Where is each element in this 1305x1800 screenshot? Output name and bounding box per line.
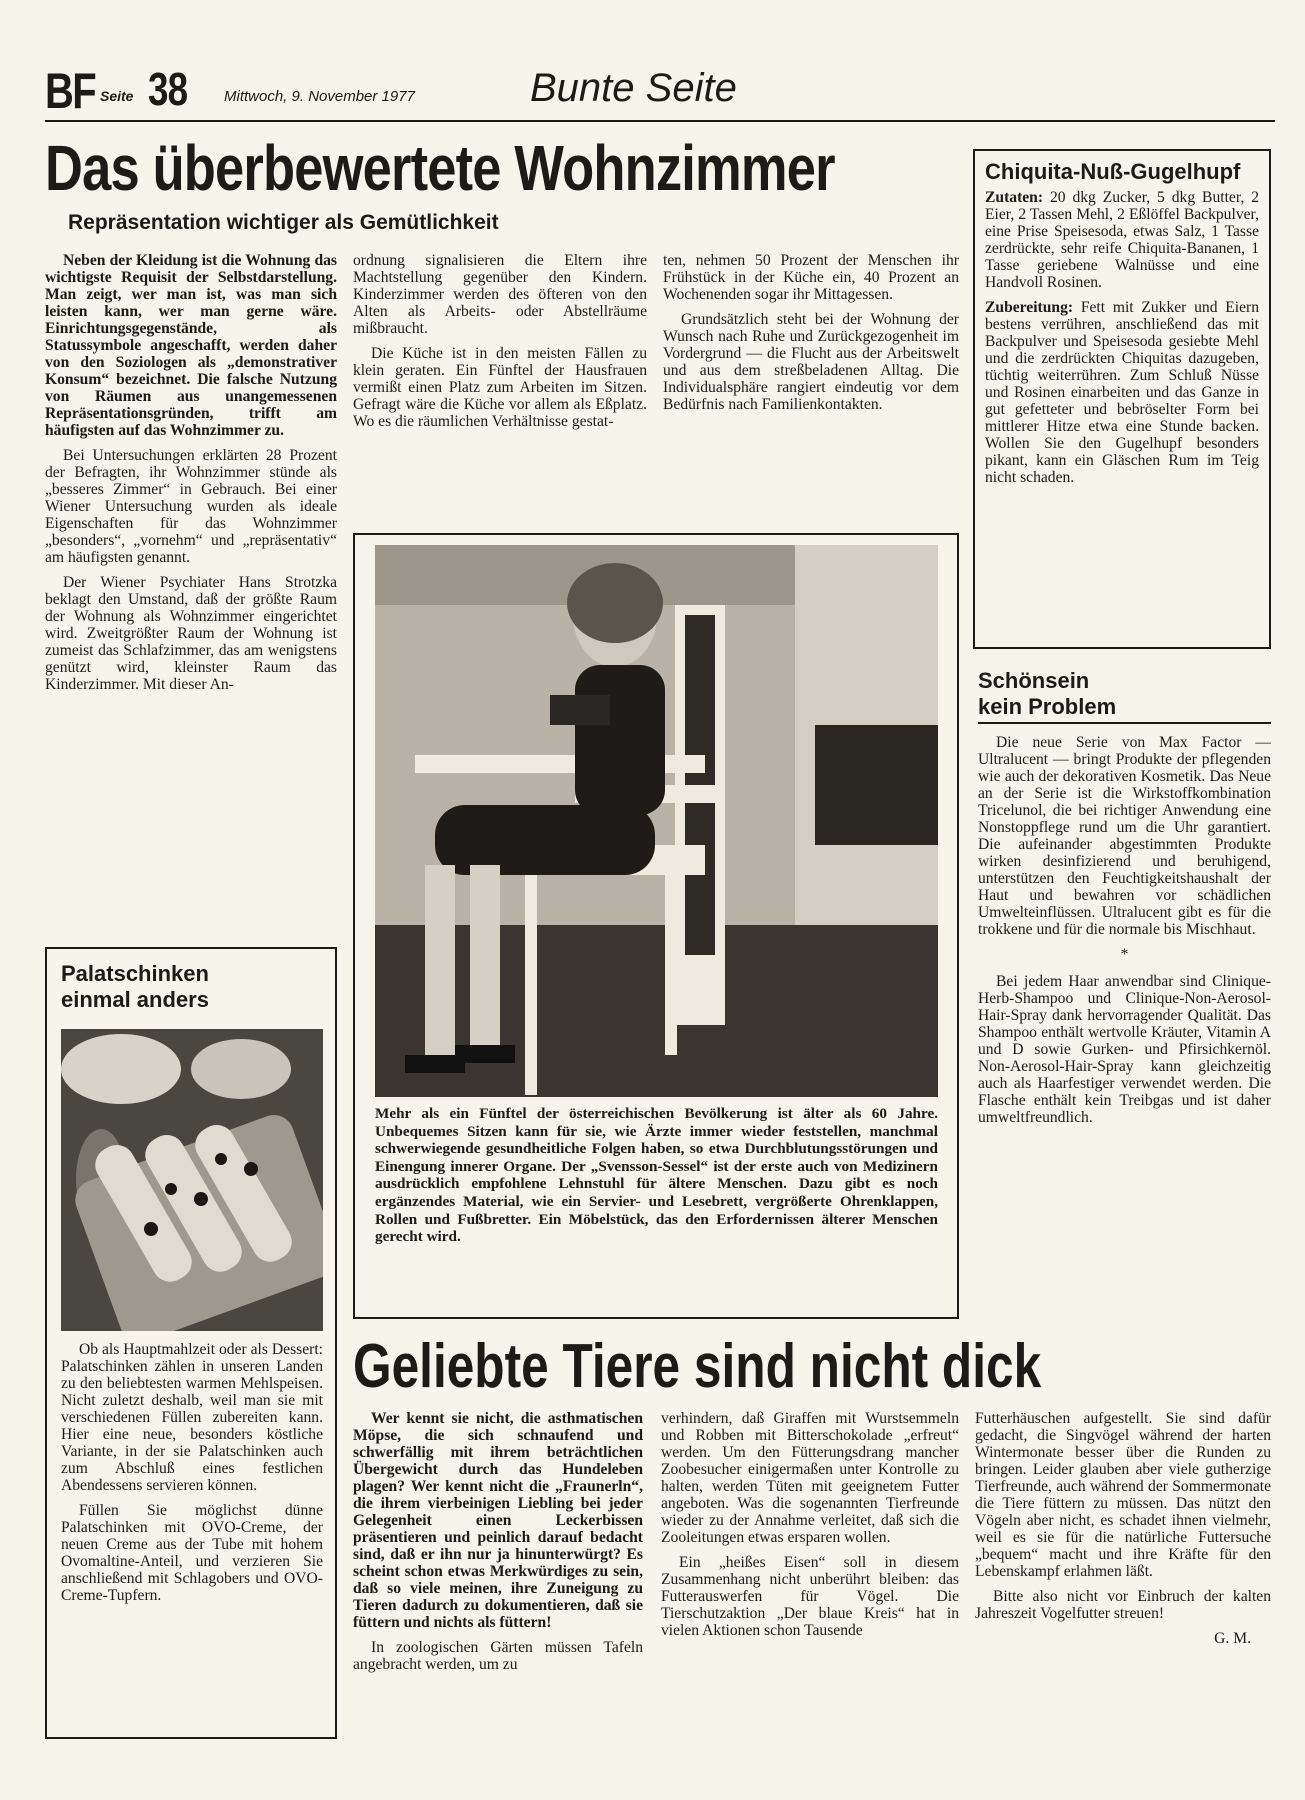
masthead-page-label: Seite (100, 88, 134, 104)
animals-headline: Geliebte Tiere sind nicht dick (353, 1332, 1042, 1401)
recipe-preparation: Fett mit Zukker und Eiern bestens verrühren, anschließend das mit Backpulver und Speisesoda gesiebte Mehl und die zerdrückten Chiquitas dazugeben, tüchtig weiterrühren. Zum Schluß Nüsse und Rosinen einarbeiten und das Ganze in gut gefetteter und bebröselter Form bei mittlerer Hitze etwa eine Stunde backen. Wollen Sie den Gugelhupf besonders pikant, kann ein Gläschen Rum im Teig nicht schaden. (985, 299, 1259, 486)
main-article-col2 (353, 252, 647, 438)
palatschinken-title (61, 961, 321, 1013)
main-article-col3 (663, 252, 959, 421)
beauty-section (978, 668, 1271, 1134)
animals-col3 (975, 1410, 1271, 1655)
palatschinken-title-line: Palatschinken (61, 961, 209, 986)
palatschinken-title-line: einmal anders (61, 987, 209, 1012)
animals-lead: Wer kennt sie nicht, die asthmatischen Möpse, die sich schnaufend und schwerfällig mit ihrem beträchtlichen Übergewicht durch das Hundeleben plagen? Wer kennt nicht die „Fraunerln“, die ihrem vierbeinigen Liebling bei jeder Gelegenheit einen Leckerbissen präsentieren und peinlich darauf bedacht sind, daß er ihn nur ja hinunterwürgt? Es scheint schon etwas Merkwürdiges zu sein, daß so viele meinen, ihre Zuneigung zu Tieren dadurch zu dokumentieren, daß sie füttern und nichts als füttern! (353, 1410, 643, 1631)
photo-palatschinken (61, 1029, 323, 1331)
palatschinken-box (45, 947, 337, 1739)
palatschinken-text (61, 1341, 323, 1612)
animals-paragraph: Ein „heißes Eisen“ soll in diesem Zusammenhang nicht unberührt bleiben: das Futterauswerfen für Vögel. Die Tierschutzaktion „Der blaue Kreis“ hat in vielen Aktionen schon Tausende (661, 1554, 959, 1639)
main-article-paragraph: Der Wiener Psychiater Hans Strotzka beklagt den Umstand, daß der größte Raum der Wohnung als Wohnzimmer eingerichtet wird. Zweitgrößter Raum der Wohnung ist zumeist das Schlafzimmer, das am wenigstens genützt wird, kleinster Raum das Kinderzimmer. Mit dieser An- (45, 574, 337, 693)
beauty-separator: * (1120, 946, 1129, 963)
animals-paragraph: verhindern, daß Giraffen mit Wurstsemmeln und Robben mit Bitterschokolade „erfreut“ werden. Um den Fütterungsdrang mancher Zoobesucher einigermaßen unter Kontrolle zu halten, werden Tüten mit geeignetem Futter angeboten. Was die sogenannten Tierfreunde wieder zu der Annahme verleitet, daß sich die Zooleitungen etwas ersparen wollen. (661, 1410, 959, 1546)
recipe-title: Chiquita-Nuß-Gugelhupf (985, 159, 1241, 184)
photo-woman-reading-in-armchair (375, 545, 938, 1097)
photo-caption: Mehr als ein Fünftel der österreichischen Bevölkerung ist älter als 60 Jahre. Unbequemes Sitzen kann für sie, wie Ärzte immer wieder feststellen, manchmal schwerwiegende gesundheitliche Folgen haben, so etwa Durchblutungsstörungen und Einengung innerer Organe. Der „Svensson-Sessel“ ist der erste auch von Medizinern ausdrücklich empfohlene Lehnstuhl für ältere Menschen. Dazu gibt es noch ergänzendes Material, wie ein Servier- und Lesebrett, vergrößerte Ohrenklappen, Rollen und Fußbretter. Ein Möbelstück, das den Erfordernissen älterer Menschen gerecht wird. (375, 1105, 938, 1246)
animals-col1 (353, 1410, 643, 1681)
main-headline: Das überbewertete Wohnzimmer (45, 132, 835, 204)
palatschinken-illustration (61, 1029, 323, 1331)
masthead-section: Bunte Seite (530, 66, 737, 110)
animals-col2 (661, 1410, 959, 1647)
masthead-date: Mittwoch, 9. November 1977 (224, 88, 415, 105)
main-article-paragraph: Grundsätzlich steht bei der Wohnung der Wunsch nach Ruhe und Zurückgezogenheit im Vordergrund — die Flucht aus der Arbeitswelt und aus dem streßbeladenen Alltag. Die Individualsphäre rangiert eindeutig vor dem Bedürfnis nach Familienkontakten. (663, 311, 959, 413)
photo-frame (353, 533, 959, 1319)
recipe-ingredients: 20 dkg Zucker, 5 dkg Butter, 2 Eier, 2 Tassen Mehl, 2 Eßlöffel Backpulver, eine Prise Speisesoda, etwas Salz, 1 Tasse zerdrückte, sehr reife Chiquita-Bananen, 1 Tasse geriebene Walnüsse und eine Handvoll Rosinen. (985, 189, 1259, 291)
main-article-paragraph: Die Küche ist in den meisten Fällen zu klein geraten. Ein Fünftel der Hausfrauen vermißt einen Platz zum Arbeiten im Sitzen. Gefragt wäre die Küche vor allem als Eßplatz. Wo es die räumlichen Verhältnisse gestat- (353, 345, 647, 430)
main-subheadline: Repräsentation wichtiger als Gemütlichkeit (68, 211, 499, 234)
animals-paragraph: In zoologischen Gärten müssen Tafeln angebracht werden, um zu (353, 1639, 643, 1673)
animals-signature: G. M. (1214, 1630, 1251, 1647)
main-article-paragraph: Bei Untersuchungen erklärten 28 Prozent der Befragten, ihr Wohnzimmer stünde als „besseres Zimmer“ in Gebrauch. Bei einer Wiener Untersuchung wurden als ideale Eigenschaften für das Wohnzimmer „besonders“, „vornehm“ und „repräsentativ“ am häufigsten genannt. (45, 447, 337, 566)
palatschinken-paragraph: Füllen Sie möglichst dünne Palatschinken mit OVO-Creme, der neuen Creme aus der Tube mit hohem Ovomaltine-Anteil, und verzieren Sie anschließend mit Schlagobers und OVO-Creme-Tupfern. (61, 1502, 323, 1604)
masthead-rule (45, 120, 1275, 122)
recipe-preparation-label: Zubereitung: (985, 299, 1074, 316)
masthead-page-number: 38 (148, 63, 188, 115)
beauty-title: Schönsein kein Problem (978, 668, 1117, 719)
animals-paragraph: Futterhäuschen aufgestellt. Sie sind dafür gedacht, die Singvögel während der harten Wintermonate besser über die Runden zu bringen. Leider glauben aber viele gutherzige Tierfreunde, auch während der Sommermonate die Tiere füttern zu müssen. Das nützt den Vögeln aber nicht, es schadet ihnen vielmehr, weil es sie für die natürliche Futtersuche „bequem“ macht und ihre Kräfte für den Lebenskampf erlahmen läßt. (975, 1410, 1271, 1580)
animals-paragraph: Bitte also nicht vor Einbruch der kalten Jahreszeit Vogelfutter streuen! (975, 1588, 1271, 1622)
main-article-lead: Neben der Kleidung ist die Wohnung das wichtigste Requisit der Selbstdarstellung. Man zeigt, wer man ist, was man sich leisten kann, wer man gerne wäre. Einrichtungsgegenstände, als Statussymbole angeschafft, werden daher von den Soziologen als „demonstrativer Konsum“ bezeichnet. Die falsche Nutzung von Räumen aus unangemessenen Repräsentationsgründen, trifft am häufigsten auf das Wohnzimmer zu. (45, 252, 337, 439)
palatschinken-paragraph: Ob als Hauptmahlzeit oder als Dessert: Palatschinken zählen in unseren Landen zu den beliebtesten warmen Mehlspeisen. Nicht zuletzt deshalb, weil man sie mit verschiedenen Füllen zubereiten kann. Hier eine neue, besonders köstliche Variante, in der sie Palatschinken auch zum Abschluß eines festlichen Abendessens servieren können. (61, 1341, 323, 1494)
armchair-illustration (375, 545, 938, 1097)
recipe-box (973, 149, 1271, 649)
main-article-paragraph: ten, nehmen 50 Prozent der Menschen ihr Frühstück in der Küche ein, 40 Prozent an Wochenenden sogar ihr Mittagessen. (663, 252, 959, 303)
main-article-paragraph: ordnung signalisieren die Eltern ihre Machtstellung gegenüber den Kindern. Kinderzimmer werden des öfteren von den Alten als Arbeits- oder Abstellräume mißbraucht. (353, 252, 647, 337)
main-article-col1 (45, 252, 337, 701)
beauty-paragraph: Die neue Serie von Max Factor — Ultralucent — bringt Produkte der pflegenden wie auch der dekorativen Kosmetik. Das Neue an der Serie ist die Wirkstoffkombination Tricelunol, die bei richtiger Anwendung eine Nonstoppflege rund um die Uhr garantiert. Die aufeinander abgestimmten Produkte wirken desinfizierend und beruhigend, unterstützen den Feuchtigkeitshaushalt der Haut und bewahren vor schädlichen Umwelteinflüssen. Ultralucent gibt es für die trokkene und für die normale bis Mischhaut. (978, 734, 1271, 938)
masthead-logo: BF (45, 63, 96, 119)
recipe-ingredients-label: Zutaten: (985, 189, 1044, 206)
beauty-title-rule (978, 722, 1271, 724)
beauty-paragraph: Bei jedem Haar anwendbar sind Clinique-Herb-Shampoo und Clinique-Non-Aerosol-Hair-Spray dank hervorragender Qualität. Das Shampoo enthält wertvolle Kräuter, Vitamin A und D sowie Gurken- und Pfirsichkernöl. Non-Aerosol-Hair-Spray kann gleichzeitig auch als Haarfestiger verwendet werden. Die Flasche enthält kein Treibgas und ist daher umweltfreundlich. (978, 973, 1271, 1126)
